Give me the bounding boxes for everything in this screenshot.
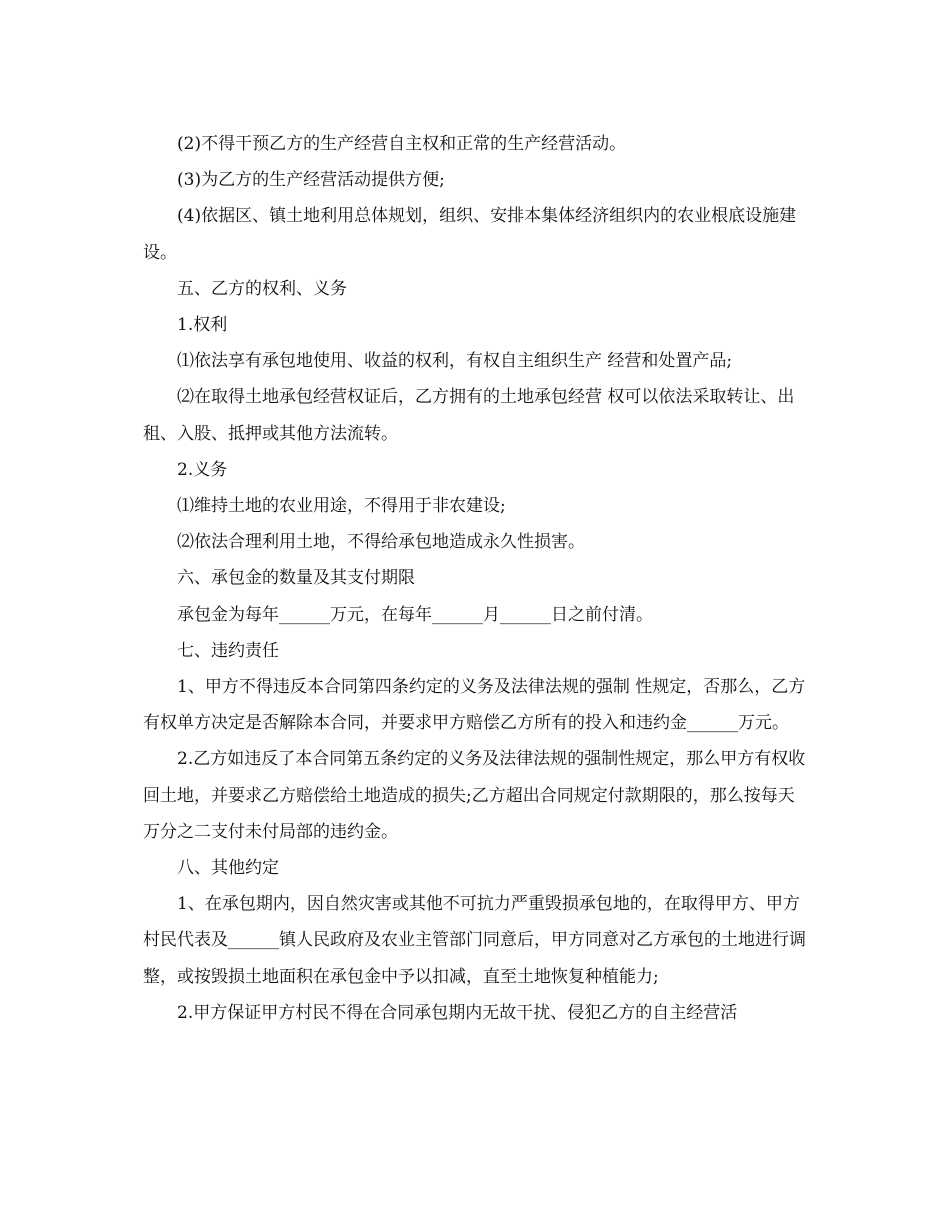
paragraph-obligation-3: (3)为乙方的生产经营活动提供方便; — [177, 170, 445, 191]
paragraph-other-2: 2.甲方保证甲方村民不得在合同承包期内无故干扰、侵犯乙方的自主经营活 — [177, 1002, 738, 1023]
paragraph-obligation-4: (4)依据区、镇土地利用总体规划，组织、安排本集体经济组织内的农业根底设施建设。 — [143, 206, 797, 263]
paragraph-duty-1: ⑴维持土地的农业用途，不得用于非农建设; — [177, 496, 506, 517]
section-heading-liability: 七、违约责任 — [177, 640, 279, 661]
paragraph-duty-2: ⑵依法合理利用土地，不得给承包地造成永久性损害。 — [177, 532, 585, 553]
subheading-rights: 1.权利 — [177, 315, 228, 336]
section-heading-party-b-rights: 五、乙方的权利、义务 — [177, 278, 347, 299]
paragraph-other-1: 1、在承包期内，因自然灾害或其他不可抗力严重毁损承包地的，在取得甲方、甲方村民代表及______镇人民政府及农业主管部门同意后，甲方同意对乙方承包的土地进行调整，或按毁损土地面积在承包金中予以扣减，直至土地恢复种植能力; — [143, 894, 806, 987]
section-heading-other: 八、其他约定 — [177, 858, 279, 879]
paragraph-payment-terms: 承包金为每年______万元，在每年______月______日之前付清。 — [177, 604, 653, 625]
subheading-obligations: 2.义务 — [177, 459, 228, 480]
paragraph-obligation-2: (2)不得干预乙方的生产经营自主权和正常的生产经营活动。 — [177, 134, 627, 154]
paragraph-liability-2: 2.乙方如违反了本合同第五条约定的义务及法律法规的强制性规定，那么甲方有权收回土地，并要求乙方赔偿给土地造成的损失;乙方超出合同规定付款期限的，那么按每天万分之二支付未付局部的违约金。 — [143, 749, 806, 842]
section-heading-payment: 六、承包金的数量及其支付期限 — [177, 568, 415, 589]
paragraph-right-2: ⑵在取得土地承包经营权证后，乙方拥有的土地承包经营 权可以依法采取转让、出租、入股、抵押或其他方法流转。 — [143, 387, 795, 444]
paragraph-right-1: ⑴依法享有承包地使用、收益的权利，有权自主组织生产 经营和处置产品; — [177, 351, 733, 372]
paragraph-liability-1: 1、甲方不得违反本合同第四条约定的义务及法律法规的强制 性规定，否那么，乙方有权单方决定是否解除本合同，并要求甲方赔偿乙方所有的投入和违约金______万元。 — [143, 677, 806, 734]
document-body — [143, 126, 811, 1031]
